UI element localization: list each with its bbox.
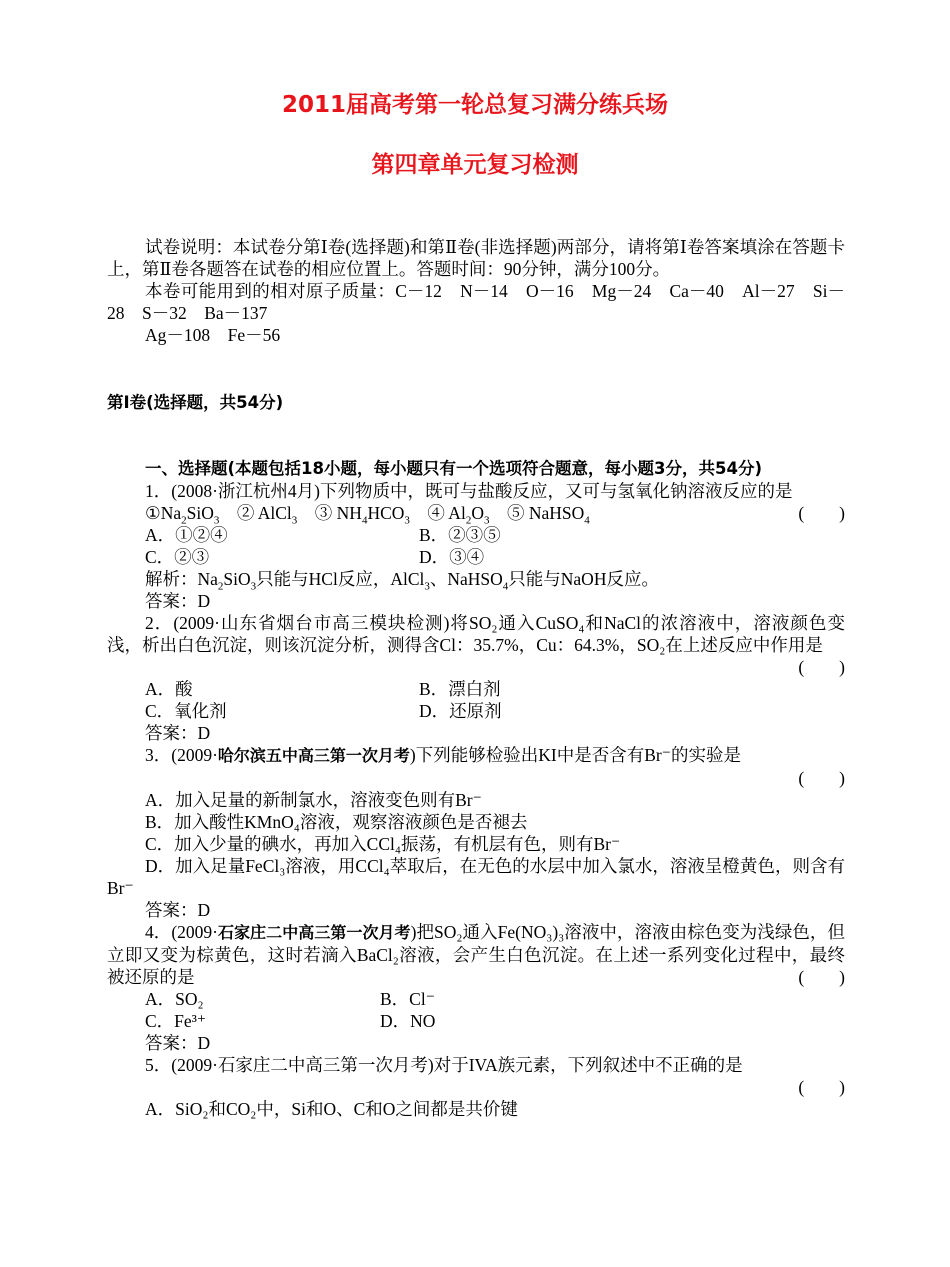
option-a: A．①②④ — [145, 525, 228, 545]
question-5-stem: 5．(2009·石家庄二中高三第一次月考)对于IVA族元素，下列叙述中不正确的是 — [145, 1055, 743, 1075]
question-2-options-ab — [107, 678, 845, 700]
question-3-stem: 3．(2009·哈尔滨五中高三第一次月考)下列能够检验出KI中是否含有Br⁻的实验是 — [145, 745, 741, 765]
option-a: A．酸 — [145, 679, 193, 699]
main-title: 2011届高考第一轮总复习满分练兵场 — [281, 92, 668, 118]
question-3-answer: 答案：D — [145, 900, 211, 920]
question-2-options-cd — [107, 700, 845, 722]
option-a: A．SO₂ — [145, 989, 204, 1009]
option-c: C．②③ — [145, 547, 210, 567]
question-1-stem: 1．(2008·浙江杭州4月)下列物质中，既可与盐酸反应，又可与氢氧化钠溶液反应的是 — [145, 481, 793, 501]
question-3-option-a: A．加入足量的新制氯水，溶液变色则有Br⁻ — [145, 790, 482, 810]
question-1-analysis: 解析：$Na_2SiO_3$只能与HCl反应，AlCl$_3$、NaHSO$_4$只能与NaOH反应。 — [145, 569, 659, 593]
exam-body — [107, 236, 845, 1120]
question-3-bracket-line: ( ) — [798, 768, 845, 788]
question-1-options-cd — [107, 546, 845, 568]
question-3-option-b: B．加入酸性KMnO₄溶液，观察溶液颜色是否褪去 — [145, 812, 528, 832]
option-b: B．漂白剂 — [419, 679, 501, 699]
option-b: B．②③⑤ — [419, 525, 501, 545]
atomic-mass-line-2: Ag－108 Fe－56 — [145, 325, 281, 345]
answer-bracket: ( ) — [798, 503, 845, 523]
option-c: C．Fe³⁺ — [145, 1011, 207, 1031]
question-2-stem: 2．(2009·山东省烟台市高三模块检测)将SO₂通入CuSO₄和NaCl的浓溶液中，溶液颜色变浅，析出白色沉淀，则该沉淀分析，测得含Cl：35.7%，Cu：64.3%，SO₂在上述反应中作用是 ( ) — [107, 613, 845, 677]
question-1-choices-line — [107, 502, 845, 527]
question-3-option-c: C．加入少量的碘水，再加入CCl₄振荡，有机层有色，则有Br⁻ — [145, 834, 621, 854]
option-b: B．Cl⁻ — [380, 989, 435, 1009]
question-4-stem: 4．(2009·石家庄二中高三第一次月考)把SO₂通入Fe(NO₃)₃溶液中，溶液由棕色变为浅绿色，但立即又变为棕黄色，这时若滴入BaCl₂溶液，会产生白色沉淀。在上述一系列变化过程中，最终被还原的是 ( ) — [107, 922, 845, 987]
question-4-options-ab — [107, 988, 845, 1010]
question-5-bracket-line: ( ) — [798, 1077, 845, 1097]
question-4-options-cd — [107, 1010, 845, 1032]
question-1-answer: 答案：D — [145, 591, 211, 611]
atomic-mass-line: 本卷可能用到的相对原子质量：C－12 N－14 O－16 Mg－24 Ca－40 Al－27 Si－28 S－32 Ba－137 — [107, 281, 845, 323]
part1-heading: 第Ⅰ卷(选择题，共54分) — [107, 393, 284, 412]
question-1-options-ab — [107, 524, 845, 546]
question-2-answer: 答案：D — [145, 723, 211, 743]
section-heading: 一、选择题(本题包括18小题，每小题只有一个选项符合题意，每小题3分，共54分) — [145, 459, 762, 478]
question-3-option-d: D．加入足量FeCl₃溶液，用CCl₄萃取后，在无色的水层中加入氯水，溶液呈橙黄色，则含有Br⁻ — [107, 856, 845, 898]
option-d: D．还原剂 — [419, 701, 502, 721]
question-1-compounds: $①Na_2SiO_3$ ② AlCl$_3$ ③ $NH_4HCO_3$ ④ $Al_2O_3$ ⑤ NaHSO$_4$ — [145, 503, 590, 527]
sub-title: 第四章单元复习检测 — [371, 152, 579, 178]
question-5-option-a: A．SiO₂和CO₂中，Si和O、C和O之间都是共价键 — [145, 1099, 518, 1119]
option-d: D．③④ — [419, 547, 485, 567]
option-d: D．NO — [380, 1011, 436, 1031]
option-c: C．氧化剂 — [145, 701, 227, 721]
question-4-answer: 答案：D — [145, 1033, 211, 1053]
instructions: 试卷说明：本试卷分第Ⅰ卷(选择题)和第Ⅱ卷(非选择题)两部分，请将第Ⅰ卷答案填涂在答题卡上，第Ⅱ卷各题答在试卷的相应位置上。答题时间：90分钟，满分100分。 — [107, 237, 845, 279]
